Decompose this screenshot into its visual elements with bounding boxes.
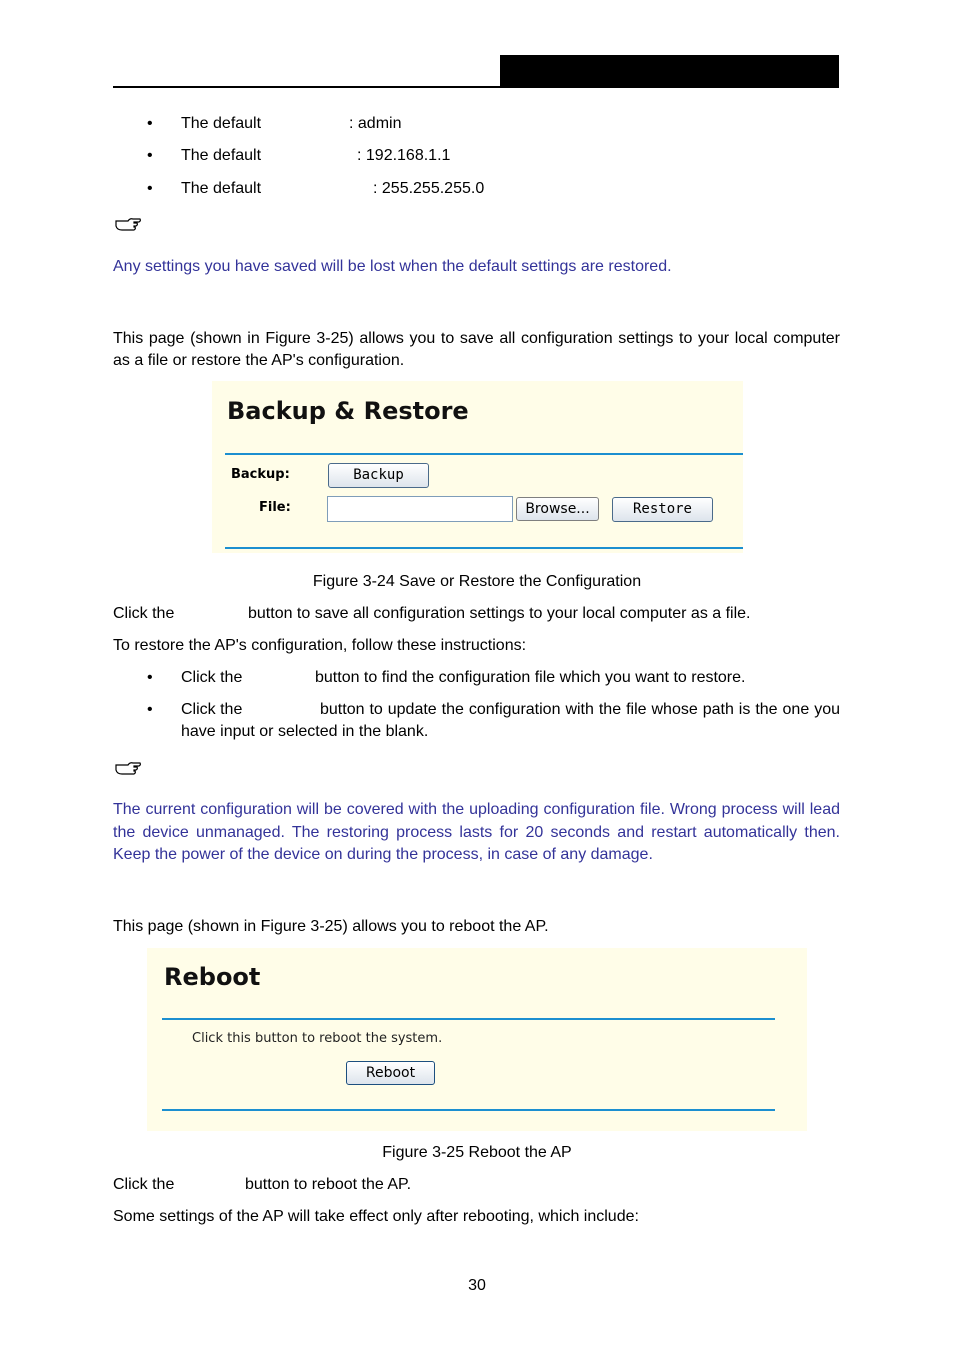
reboot-panel-bottom-rule xyxy=(162,1109,775,1111)
reboot-click-text: Click the button to reboot the AP. xyxy=(113,1176,412,1193)
panel-top-rule xyxy=(225,453,743,455)
default-value: : 255.255.255.0 xyxy=(373,180,485,197)
browse-button[interactable]: Browse... xyxy=(516,497,599,521)
reboot-panel-top-rule xyxy=(162,1018,775,1020)
backup-intro: This page (shown in Figure 3-25) allows you to save all configuration settings to your local computer as a file or restore the AP's configuration. xyxy=(113,330,840,369)
pointing-hand-icon xyxy=(114,213,142,233)
note-restore-defaults: Any settings you have saved will be lost when the default settings are restored. xyxy=(113,258,672,275)
page-number: 30 xyxy=(468,1277,486,1294)
default-label: The default xyxy=(181,115,262,132)
restore-button[interactable]: Restore xyxy=(612,497,713,522)
panel-title: Backup & Restore xyxy=(227,397,469,425)
reboot-panel-title: Reboot xyxy=(164,963,261,991)
note-restore-warning: The current configuration will be covered with the uploading configuration file. Wrong process will lead the device unmanaged. The restoring process lasts for 20 seconds and restart automatically then. Keep the power of the device on during the process, in case of any damage. xyxy=(113,801,840,863)
default-label: The default xyxy=(181,180,262,197)
figure-3-25-caption: Figure 3-25 Reboot the AP xyxy=(382,1144,572,1161)
backup-click-text: Click the button to save all configuration settings to your local computer as a file. xyxy=(113,605,751,622)
reboot-button[interactable]: Reboot xyxy=(346,1061,435,1085)
backup-label: Backup: xyxy=(231,467,290,482)
reboot-intro: This page (shown in Figure 3-25) allows you to reboot the AP. xyxy=(113,918,549,935)
default-value: : admin xyxy=(349,115,402,132)
header-title-bar xyxy=(500,55,839,88)
file-label: File: xyxy=(259,500,291,515)
file-path-input[interactable] xyxy=(327,496,513,522)
reboot-panel xyxy=(147,948,807,1131)
backup-button[interactable]: Backup xyxy=(328,463,429,488)
restore-intro: To restore the AP's configuration, follow these instructions: xyxy=(113,637,527,654)
backup-restore-panel xyxy=(212,381,743,553)
default-value: : 192.168.1.1 xyxy=(357,147,451,164)
reboot-instruction: Click this button to reboot the system. xyxy=(192,1031,443,1046)
pointing-hand-icon xyxy=(114,757,142,777)
default-label: The default xyxy=(181,147,262,164)
figure-3-24-caption: Figure 3-24 Save or Restore the Configuration xyxy=(312,573,642,590)
reboot-effect-text: Some settings of the AP will take effect only after rebooting, which include: xyxy=(113,1208,639,1225)
panel-bottom-rule xyxy=(225,547,743,549)
